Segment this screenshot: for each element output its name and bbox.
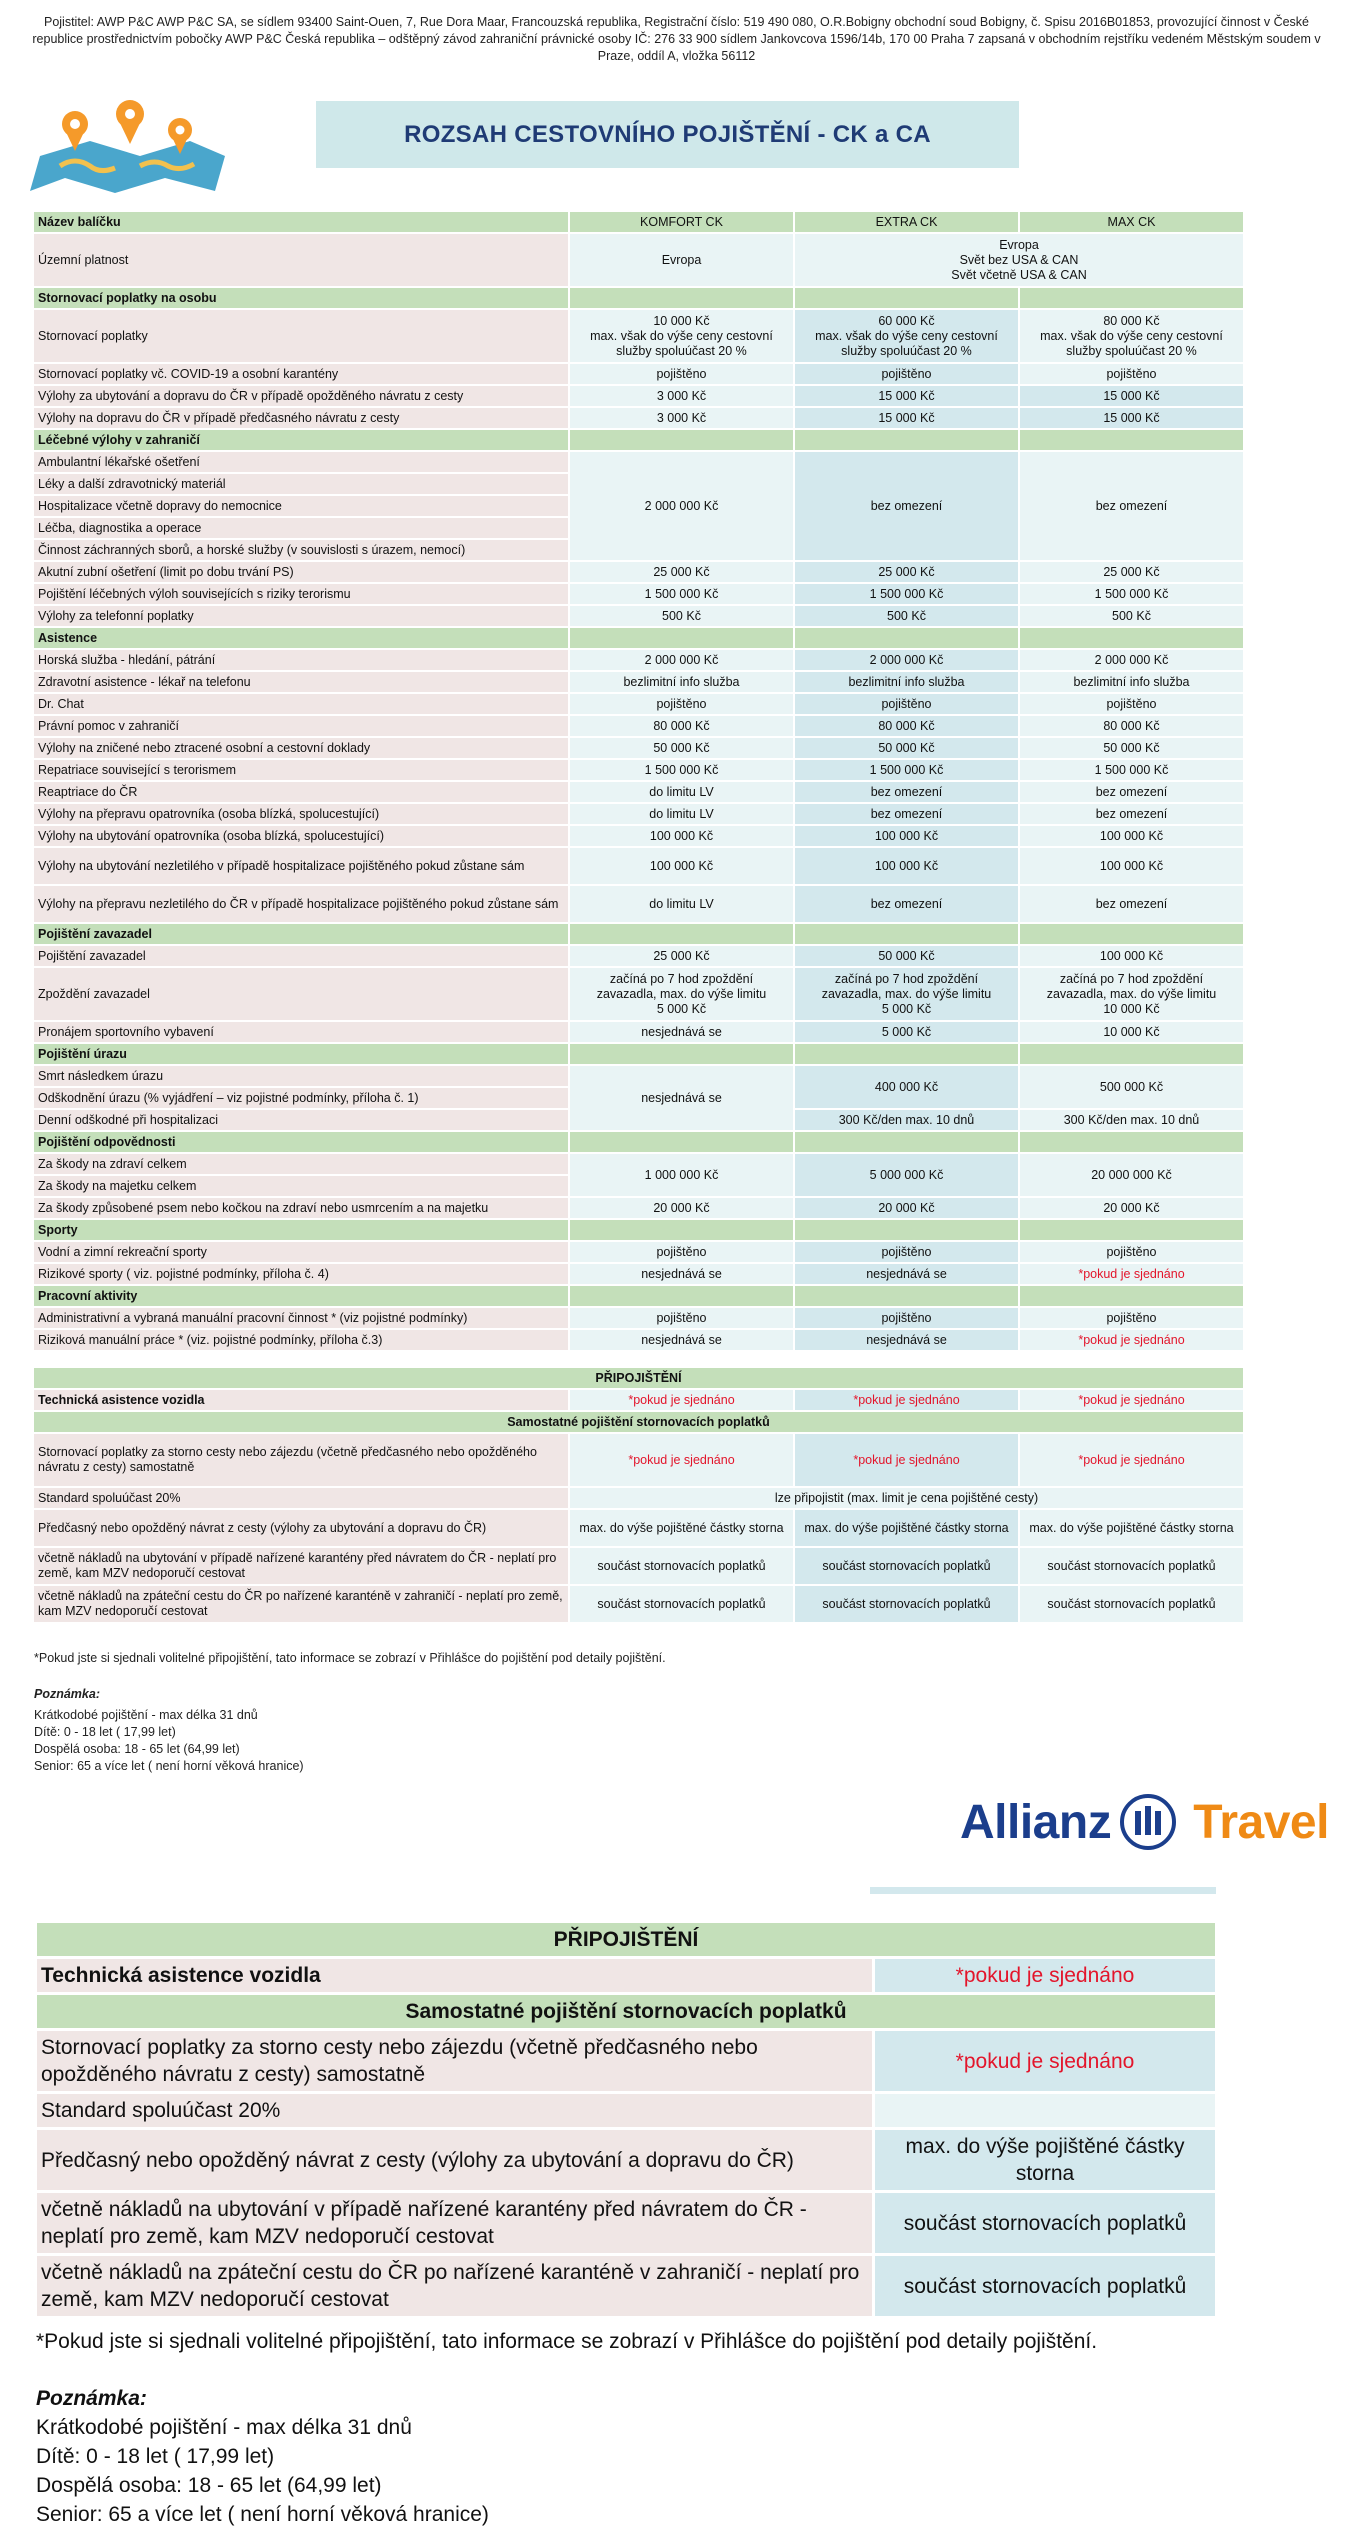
section-title: Sporty	[34, 1220, 568, 1240]
table-row	[37, 2130, 1215, 2190]
table-row	[34, 386, 1243, 406]
row-label: Reaptriace do ČR	[34, 782, 568, 802]
cell-value: max. do výše pojištěné částky storna	[875, 2130, 1215, 2190]
row-label: Zpoždění zavazadel	[34, 968, 568, 1020]
cell-line: Svět včetně USA & CAN	[951, 267, 1087, 282]
cell-value: bez omezení	[1020, 782, 1243, 802]
cell-line: Evropa	[999, 237, 1039, 252]
section-row	[34, 1044, 1243, 1064]
cell-value: 20 000 Kč	[570, 1198, 793, 1218]
notes-line: Dospělá osoba: 18 - 65 let (64,99 let)	[34, 1742, 240, 1756]
world-map-pins-icon	[30, 96, 230, 196]
row-label: Rizikové sporty ( viz. pojistné podmínky, příloha č. 4)	[34, 1264, 568, 1284]
row-label: Odškodnění úrazu (% vyjádření – viz pojistné podmínky, příloha č. 1)	[34, 1088, 568, 1108]
row-label: Výlohy za telefonní poplatky	[34, 606, 568, 626]
row-label: Výlohy na přepravu nezletilého do ČR v případě hospitalizace pojištěného pokud zůstane sám	[34, 886, 568, 922]
cell-value: 15 000 Kč	[795, 408, 1018, 428]
row-label: Stornovací poplatky za storno cesty nebo zájezdu (včetně předčasného nebo opožděného návratu z cesty) samostatně	[34, 1434, 568, 1486]
table-row	[34, 1242, 1243, 1262]
cell-value: nesjednává se	[795, 1264, 1018, 1284]
cell-value: 1 500 000 Kč	[795, 760, 1018, 780]
brand-travel: Travel	[1193, 1795, 1329, 1849]
cell-value: bezlimitní info služba	[570, 672, 793, 692]
cell-value: 1 500 000 Kč	[795, 584, 1018, 604]
section-row	[34, 1286, 1243, 1306]
cell-value: 15 000 Kč	[795, 386, 1018, 406]
section-title: Samostatné pojištění stornovacích poplatků	[37, 1995, 1215, 2028]
cell-value: do limitu LV	[570, 804, 793, 824]
notes-line: Senior: 65 a více let ( není horní věková hranice)	[34, 1759, 304, 1773]
row-label: Hospitalizace včetně dopravy do nemocnice	[34, 496, 568, 516]
cell-value: 5 000 000 Kč	[795, 1154, 1018, 1196]
zoom-footnote: *Pokud jste si sjednali volitelné připojištění, tato informace se zobrazí v Přihlášce do pojištění pod detaily pojištění.	[36, 2330, 1098, 2353]
row-label: Stornovací poplatky	[34, 310, 568, 362]
row-label: Za škody na majetku celkem	[34, 1176, 568, 1196]
table-row	[37, 2256, 1215, 2316]
section-row	[34, 924, 1243, 944]
cell-value: 100 000 Kč	[1020, 946, 1243, 966]
cell-value: 300 Kč/den max. 10 dnů	[1020, 1110, 1243, 1130]
section-title: Léčebné výlohy v zahraničí	[34, 430, 568, 450]
cell-value: 400 000 Kč	[795, 1066, 1018, 1108]
zoom-notes-block	[36, 2384, 489, 2529]
table-row	[34, 234, 1243, 286]
table-header-row	[34, 212, 1243, 232]
cell-value: 80 000 Kč	[795, 716, 1018, 736]
cell-value: začíná po 7 hod zpoždění zavazadla, max. do výše limitu 5 000 Kč	[570, 968, 793, 1020]
table-row	[37, 2193, 1215, 2253]
row-label: Pojištění zavazadel	[34, 946, 568, 966]
cell-value: 100 000 Kč	[1020, 826, 1243, 846]
cell-value	[875, 2094, 1215, 2127]
notes-line: Senior: 65 a více let ( není horní věková hranice)	[36, 2503, 489, 2526]
cell-value: pojištěno	[795, 1308, 1018, 1328]
pripojisteni-zoom-table	[34, 1920, 1218, 2319]
table-row	[34, 1198, 1243, 1218]
notes-title: Poznámka:	[34, 1687, 100, 1701]
cell-value: *pokud je sjednáno	[1020, 1434, 1243, 1486]
row-label: Riziková manuální práce * (viz. pojistné podmínky, příloha č.3)	[34, 1330, 568, 1350]
brand-allianz: Allianz	[960, 1795, 1112, 1849]
cell-value: 500 Kč	[570, 606, 793, 626]
table-row	[34, 738, 1243, 758]
cell-value: 50 000 Kč	[795, 946, 1018, 966]
row-label: Stornovací poplatky vč. COVID-19 a osobní karantény	[34, 364, 568, 384]
cell-value: bez omezení	[1020, 886, 1243, 922]
notes-line: Dítě: 0 - 18 let ( 17,99 let)	[36, 2445, 275, 2468]
cell-value: součást stornovacích poplatků	[1020, 1548, 1243, 1584]
cell-value: pojištěno	[1020, 364, 1243, 384]
row-label: včetně nákladů na zpáteční cestu do ČR po nařízené karanténě v zahraničí - neplatí pro země, kam MZV nedoporučí cestovat	[37, 2256, 872, 2316]
cell-value: pojištěno	[570, 1308, 793, 1328]
table-row	[34, 804, 1243, 824]
section-title: Asistence	[34, 628, 568, 648]
table-row	[37, 2031, 1215, 2091]
cell-value: 25 000 Kč	[570, 562, 793, 582]
cell-value: 80 000 Kč	[570, 716, 793, 736]
cell-value: součást stornovacích poplatků	[875, 2193, 1215, 2253]
table-row	[34, 1154, 1243, 1174]
table-row	[34, 1510, 1243, 1546]
row-label: včetně nákladů na zpáteční cestu do ČR po nařízené karanténě v zahraničí - neplatí pro země, kam MZV nedoporučí cestovat	[34, 1586, 568, 1622]
cell-value: pojištěno	[795, 1242, 1018, 1262]
cell-value: pojištěno	[570, 1242, 793, 1262]
cell-value: 25 000 Kč	[570, 946, 793, 966]
row-label: Vodní a zimní rekreační sporty	[34, 1242, 568, 1262]
row-label: Výlohy za ubytování a dopravu do ČR v případě opožděného návratu z cesty	[34, 386, 568, 406]
row-label: Léky a další zdravotnický materiál	[34, 474, 568, 494]
cell-value: pojištěno	[570, 694, 793, 714]
cell-value: bez omezení	[795, 886, 1018, 922]
cell-value: *pokud je sjednáno	[875, 1959, 1215, 1992]
cell-value: 50 000 Kč	[795, 738, 1018, 758]
row-label: Pojištění léčebných výloh souvisejících s riziky terorismu	[34, 584, 568, 604]
cell-value: 500 Kč	[795, 606, 1018, 626]
section-title: Pojištění zavazadel	[34, 924, 568, 944]
header-max: MAX CK	[1020, 212, 1243, 232]
table-row	[34, 782, 1243, 802]
table-row	[34, 968, 1243, 1020]
row-label: Standard spoluúčast 20%	[37, 2094, 872, 2127]
cell-value: *pokud je sjednáno	[570, 1390, 793, 1410]
table-row	[34, 562, 1243, 582]
cell-value: 100 000 Kč	[795, 848, 1018, 884]
row-label: Dr. Chat	[34, 694, 568, 714]
cell-value: 50 000 Kč	[1020, 738, 1243, 758]
row-label: Právní pomoc v zahraničí	[34, 716, 568, 736]
row-label: Výlohy na dopravu do ČR v případě předčasného návratu z cesty	[34, 408, 568, 428]
row-label: včetně nákladů na ubytování v případě nařízené karantény před návratem do ČR - neplatí pro země, kam MZV nedoporučí cestovat	[34, 1548, 568, 1584]
table-row	[34, 310, 1243, 362]
cell-value: nesjednává se	[795, 1330, 1018, 1350]
header-package-name: Název balíčku	[34, 212, 568, 232]
cell-value: 5 000 Kč	[795, 1022, 1018, 1042]
cell-value: nesjednává se	[570, 1066, 793, 1130]
table-row	[34, 1264, 1243, 1284]
section-row	[37, 1923, 1215, 1956]
cell-value: začíná po 7 hod zpoždění zavazadla, max. do výše limitu 5 000 Kč	[795, 968, 1018, 1020]
cell-value: 10 000 Kč	[1020, 1022, 1243, 1042]
cell-value: nesjednává se	[570, 1022, 793, 1042]
cell-value: 80 000 Kč	[1020, 716, 1243, 736]
footnote: *Pokud jste si sjednali volitelné připojištění, tato informace se zobrazí v Přihlášce do pojištění pod detaily pojištění.	[34, 1651, 666, 1665]
section-title: Pojištění odpovědnosti	[34, 1132, 568, 1152]
cell-value: 2 000 000 Kč	[570, 452, 793, 560]
cell-line: Svět bez USA & CAN	[959, 252, 1079, 267]
section-title: Samostatné pojištění stornovacích poplatků	[34, 1412, 1243, 1432]
section-row	[34, 1132, 1243, 1152]
cell-value: 50 000 Kč	[570, 738, 793, 758]
table-row	[34, 650, 1243, 670]
notes-line: Krátkodobé pojištění - max délka 31 dnů	[36, 2416, 412, 2439]
cell-value: bezlimitní info služba	[795, 672, 1018, 692]
cell-value: 60 000 Kč max. však do výše ceny cestovní služby spoluúčast 20 %	[795, 310, 1018, 362]
row-label: Technická asistence vozidla	[37, 1959, 872, 1992]
table-row	[34, 1488, 1243, 1508]
row-label: Za škody na zdraví celkem	[34, 1154, 568, 1174]
cell-value: 20 000 Kč	[795, 1198, 1018, 1218]
cell-value: max. do výše pojištěné částky storna	[795, 1510, 1018, 1546]
cell-value: součást stornovacích poplatků	[795, 1586, 1018, 1622]
table-row	[34, 1066, 1243, 1086]
notes-title: Poznámka:	[36, 2387, 147, 2410]
page-title: ROZSAH CESTOVNÍHO POJIŠTĚNÍ - CK a CA	[316, 101, 1019, 168]
section-row	[37, 1995, 1215, 2028]
cell-value: pojištěno	[795, 364, 1018, 384]
row-label: Zdravotní asistence - lékař na telefonu	[34, 672, 568, 692]
table-row	[34, 1390, 1243, 1410]
notes-line: Dospělá osoba: 18 - 65 let (64,99 let)	[36, 2474, 382, 2497]
cell-value: pojištěno	[1020, 1242, 1243, 1262]
section-row	[34, 1412, 1243, 1432]
cell-value: *pokud je sjednáno	[795, 1390, 1018, 1410]
coverage-table	[32, 210, 1245, 1624]
spacer-row	[34, 1352, 1243, 1366]
cell-value: nesjednává se	[570, 1330, 793, 1350]
section-title: Stornovací poplatky na osobu	[34, 288, 568, 308]
allianz-travel-logo	[960, 1792, 1329, 1852]
header-komfort: KOMFORT CK	[570, 212, 793, 232]
row-label: Výlohy na ubytování opatrovníka (osoba blízká, spolucestující)	[34, 826, 568, 846]
table-row	[34, 886, 1243, 922]
table-row	[34, 760, 1243, 780]
cell-value: bez omezení	[795, 804, 1018, 824]
row-label: Technická asistence vozidla	[34, 1390, 568, 1410]
row-label: Výlohy na zničené nebo ztracené osobní a cestovní doklady	[34, 738, 568, 758]
row-label: včetně nákladů na ubytování v případě nařízené karantény před návratem do ČR - neplatí pro země, kam MZV nedoporučí cestovat	[37, 2193, 872, 2253]
table-row	[34, 452, 1243, 472]
notes-line: Krátkodobé pojištění - max délka 31 dnů	[34, 1708, 258, 1722]
cropped-row-strip	[870, 1887, 1216, 1894]
cell-value: 1 500 000 Kč	[1020, 584, 1243, 604]
cell-value: *pokud je sjednáno	[1020, 1264, 1243, 1284]
cell-value: do limitu LV	[570, 782, 793, 802]
section-title: PŘIPOJIŠTĚNÍ	[34, 1368, 1243, 1388]
section-title: Pracovní aktivity	[34, 1286, 568, 1306]
cell-value: 300 Kč/den max. 10 dnů	[795, 1110, 1018, 1130]
cell-value: 500 Kč	[1020, 606, 1243, 626]
cell-value: pojištěno	[570, 364, 793, 384]
cell-value: 10 000 Kč max. však do výše ceny cestovní služby spoluúčast 20 %	[570, 310, 793, 362]
cell-value: bez omezení	[795, 782, 1018, 802]
cell-value: 100 000 Kč	[570, 848, 793, 884]
cell-value: 1 500 000 Kč	[1020, 760, 1243, 780]
cell-value: 1 500 000 Kč	[570, 760, 793, 780]
territory-extra-max	[795, 234, 1243, 286]
cell-value: 25 000 Kč	[795, 562, 1018, 582]
table-row	[34, 716, 1243, 736]
row-label: Standard spoluúčast 20%	[34, 1488, 568, 1508]
table-row	[34, 408, 1243, 428]
row-label: Repatriace související s terorismem	[34, 760, 568, 780]
cell-value: 1 000 000 Kč	[570, 1154, 793, 1196]
cell-value: pojištěno	[795, 694, 1018, 714]
cell-value: 1 500 000 Kč	[570, 584, 793, 604]
table-row	[37, 2094, 1215, 2127]
cell-value: 15 000 Kč	[1020, 408, 1243, 428]
cell-value: lze připojistit (max. limit je cena pojištěné cesty)	[570, 1488, 1243, 1508]
section-row	[34, 288, 1243, 308]
table-row	[34, 1022, 1243, 1042]
row-label: Za škody způsobené psem nebo kočkou na zdraví nebo usmrcením a na majetku	[34, 1198, 568, 1218]
cell-value: 20 000 Kč	[1020, 1198, 1243, 1218]
cell-value: 2 000 000 Kč	[1020, 650, 1243, 670]
insurer-header: Pojistitel: AWP P&C AWP P&C SA, se sídlem 93400 Saint-Ouen, 7, Rue Dora Maar, Francouzská republika, Registrační číslo: 519 490 080, O.R.Bobigny obchodní soud Bobigny, č. Spisu 2016B01853, provozující činnost v České republice prostřednictvím pobočky AWP P&C Česká republika – odštěpný závod zahraniční právnické osoby IČ: 276 33 900 sídlem Jankovcova 1596/14b, 170 00 Praha 7 zapsaná v obchodním rejstříku vedeném Městským soudem v Praze, oddíl A, vložka 56112	[32, 15, 1321, 63]
cell-value: *pokud je sjednáno	[875, 2031, 1215, 2091]
table-row	[34, 1586, 1243, 1622]
notes-block	[34, 1686, 304, 1775]
section-row	[34, 1220, 1243, 1240]
cell-value: *pokud je sjednáno	[1020, 1390, 1243, 1410]
table-row	[34, 694, 1243, 714]
cell-value: 3 000 Kč	[570, 386, 793, 406]
section-title: PŘIPOJIŠTĚNÍ	[37, 1923, 1215, 1956]
header-extra: EXTRA CK	[795, 212, 1018, 232]
notes-line: Dítě: 0 - 18 let ( 17,99 let)	[34, 1725, 176, 1739]
row-label: Předčasný nebo opožděný návrat z cesty (výlohy za ubytování a dopravu do ČR)	[37, 2130, 872, 2190]
table-row	[34, 606, 1243, 626]
allianz-eagle-icon	[1119, 1793, 1177, 1851]
cell-value: součást stornovacích poplatků	[795, 1548, 1018, 1584]
table-row	[34, 1330, 1243, 1350]
cell-value: 100 000 Kč	[1020, 848, 1243, 884]
cell-value: *pokud je sjednáno	[1020, 1330, 1243, 1350]
cell-value: Evropa	[570, 234, 793, 286]
cell-value: bezlimitní info služba	[1020, 672, 1243, 692]
table-row	[34, 1308, 1243, 1328]
cell-value: 100 000 Kč	[795, 826, 1018, 846]
table-row	[34, 826, 1243, 846]
row-label: Územní platnost	[34, 234, 568, 286]
cell-value: součást stornovacích poplatků	[1020, 1586, 1243, 1622]
cell-value: *pokud je sjednáno	[570, 1434, 793, 1486]
row-label: Akutní zubní ošetření (limit po dobu trvání PS)	[34, 562, 568, 582]
row-label: Denní odškodné při hospitalizaci	[34, 1110, 568, 1130]
cell-value: 500 000 Kč	[1020, 1066, 1243, 1108]
cell-value: 80 000 Kč max. však do výše ceny cestovní služby spoluúčast 20 %	[1020, 310, 1243, 362]
table-row	[34, 1548, 1243, 1584]
cell-value: součást stornovacích poplatků	[875, 2256, 1215, 2316]
cell-value: bez omezení	[1020, 804, 1243, 824]
cell-value: 20 000 000 Kč	[1020, 1154, 1243, 1196]
cell-value: nesjednává se	[570, 1264, 793, 1284]
cell-value: 100 000 Kč	[570, 826, 793, 846]
cell-value: bez omezení	[1020, 452, 1243, 560]
cell-value: začíná po 7 hod zpoždění zavazadla, max. do výše limitu 10 000 Kč	[1020, 968, 1243, 1020]
table-row	[34, 584, 1243, 604]
cell-value: max. do výše pojištěné částky storna	[570, 1510, 793, 1546]
cell-value: *pokud je sjednáno	[795, 1434, 1018, 1486]
row-label: Horská služba - hledání, pátrání	[34, 650, 568, 670]
row-label: Ambulantní lékařské ošetření	[34, 452, 568, 472]
cell-value: součást stornovacích poplatků	[570, 1548, 793, 1584]
table-row	[34, 848, 1243, 884]
table-row	[34, 364, 1243, 384]
row-label: Smrt následkem úrazu	[34, 1066, 568, 1086]
row-label: Stornovací poplatky za storno cesty nebo zájezdu (včetně předčasného nebo opožděného návratu z cesty) samostatně	[37, 2031, 872, 2091]
cell-value: součást stornovacích poplatků	[570, 1586, 793, 1622]
row-label: Činnost záchranných sborů, a horské služby (v souvislosti s úrazem, nemocí)	[34, 540, 568, 560]
row-label: Výlohy na ubytování nezletilého v případě hospitalizace pojištěného pokud zůstane sám	[34, 848, 568, 884]
table-row	[37, 1959, 1215, 1992]
section-row	[34, 1368, 1243, 1388]
cell-value: pojištěno	[1020, 1308, 1243, 1328]
row-label: Administrativní a vybraná manuální pracovní činnost * (viz pojistné podmínky)	[34, 1308, 568, 1328]
table-row	[34, 672, 1243, 692]
cell-value: bez omezení	[795, 452, 1018, 560]
row-label: Výlohy na přepravu opatrovníka (osoba blízká, spolucestující)	[34, 804, 568, 824]
row-label: Léčba, diagnostika a operace	[34, 518, 568, 538]
cell-value: max. do výše pojištěné částky storna	[1020, 1510, 1243, 1546]
cell-value: do limitu LV	[570, 886, 793, 922]
section-row	[34, 430, 1243, 450]
table-row	[34, 1434, 1243, 1486]
row-label: Pronájem sportovního vybavení	[34, 1022, 568, 1042]
cell-value: 2 000 000 Kč	[570, 650, 793, 670]
row-label: Předčasný nebo opožděný návrat z cesty (výlohy za ubytování a dopravu do ČR)	[34, 1510, 568, 1546]
section-title: Pojištění úrazu	[34, 1044, 568, 1064]
cell-value: 2 000 000 Kč	[795, 650, 1018, 670]
cell-value: 25 000 Kč	[1020, 562, 1243, 582]
cell-value: 3 000 Kč	[570, 408, 793, 428]
table-row	[34, 946, 1243, 966]
cell-value: 15 000 Kč	[1020, 386, 1243, 406]
cell-value: pojištěno	[1020, 694, 1243, 714]
section-row	[34, 628, 1243, 648]
